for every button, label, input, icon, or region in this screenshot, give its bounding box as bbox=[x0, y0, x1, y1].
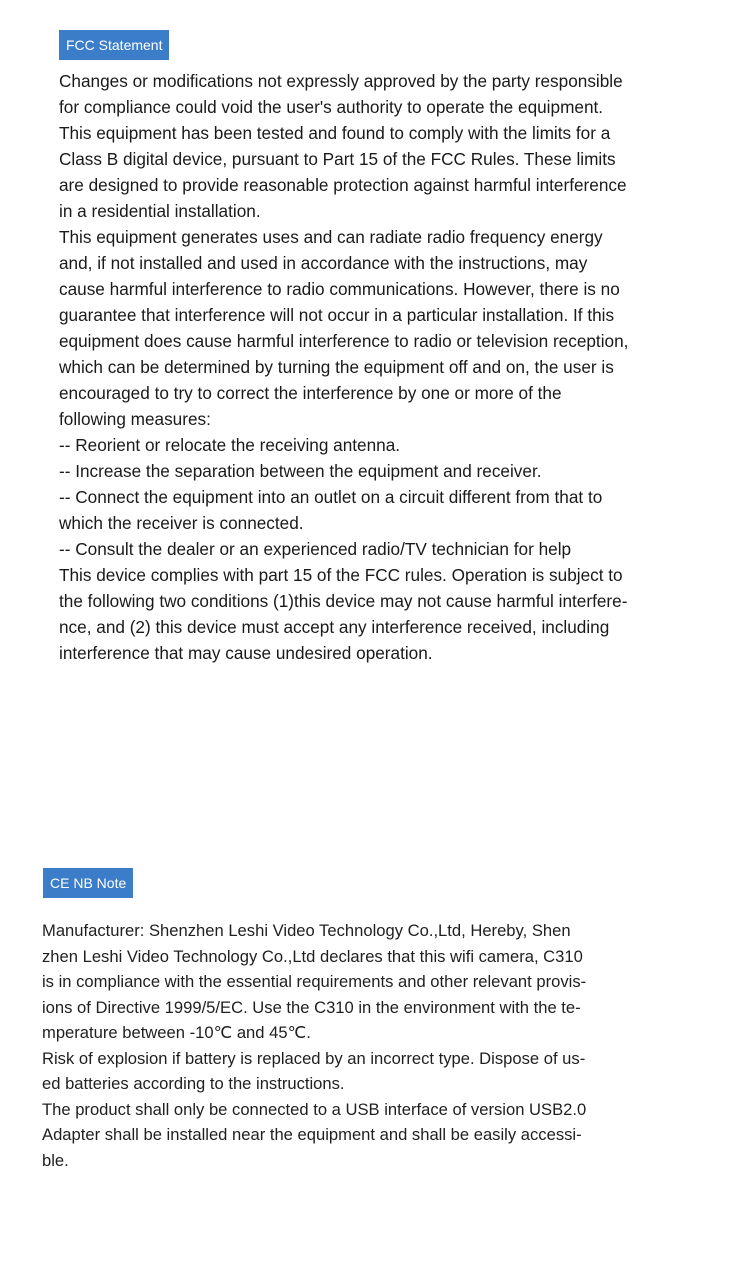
ce-nb-note-heading: CE NB Note bbox=[43, 868, 133, 898]
fcc-line: -- Reorient or relocate the receiving antenna. bbox=[59, 435, 401, 455]
ce-line: ions of Directive 1999/5/EC. Use the C310 in the environment with the te- bbox=[42, 997, 581, 1017]
fcc-statement-heading: FCC Statement bbox=[59, 30, 169, 60]
fcc-line: cause harmful interference to radio communications. However, there is no bbox=[59, 279, 620, 299]
fcc-line: This equipment has been tested and found to comply with the limits for a bbox=[59, 123, 611, 143]
ce-line: ed batteries according to the instructions. bbox=[42, 1074, 345, 1093]
fcc-line: -- Connect the equipment into an outlet on a circuit different from that to bbox=[59, 487, 603, 507]
fcc-line: Changes or modifications not expressly approved by the party responsible bbox=[59, 71, 623, 91]
ce-line: is in compliance with the essential requirements and other relevant provis- bbox=[42, 972, 587, 991]
fcc-line: which the receiver is connected. bbox=[59, 513, 304, 533]
fcc-line: in a residential installation. bbox=[59, 201, 261, 221]
fcc-line: This equipment generates uses and can radiate radio frequency energy bbox=[59, 227, 603, 247]
fcc-line: equipment does cause harmful interference to radio or television reception, bbox=[59, 331, 629, 351]
fcc-line: -- Consult the dealer or an experienced radio/TV technician for help bbox=[59, 539, 572, 559]
fcc-line: which can be determined by turning the equipment off and on, the user is bbox=[59, 357, 614, 377]
ce-line: zhen Leshi Video Technology Co.,Ltd declares that this wifi camera, C310 bbox=[42, 946, 583, 966]
fcc-line: following measures: bbox=[59, 409, 211, 429]
fcc-line: guarantee that interference will not occur in a particular installation. If this bbox=[59, 305, 615, 325]
fcc-statement-body bbox=[59, 68, 628, 666]
fcc-line: for compliance could void the user's authority to operate the equipment. bbox=[59, 97, 604, 117]
fcc-line: are designed to provide reasonable protection against harmful interference bbox=[59, 175, 627, 195]
fcc-line: encouraged to try to correct the interference by one or more of the bbox=[59, 383, 562, 403]
ce-line: The product shall only be connected to a USB interface of version USB2.0 bbox=[42, 1099, 587, 1119]
fcc-line: the following two conditions (1)this device may not cause harmful interfere- bbox=[59, 591, 628, 611]
ce-line: Manufacturer: Shenzhen Leshi Video Technology Co.,Ltd, Hereby, Shen bbox=[42, 921, 571, 940]
fcc-line: interference that may cause undesired operation. bbox=[59, 643, 433, 663]
ce-line: Adapter shall be installed near the equipment and shall be easily accessi- bbox=[42, 1125, 582, 1144]
fcc-line: nce, and (2) this device must accept any interference received, including bbox=[59, 617, 610, 637]
ce-nb-note-body bbox=[42, 918, 586, 1173]
ce-line: ble. bbox=[42, 1150, 69, 1170]
fcc-line: This device complies with part 15 of the FCC rules. Operation is subject to bbox=[59, 565, 623, 585]
fcc-line: and, if not installed and used in accordance with the instructions, may bbox=[59, 253, 588, 273]
fcc-line: -- Increase the separation between the equipment and receiver. bbox=[59, 461, 542, 481]
ce-line: mperature between -10℃ and 45℃. bbox=[42, 1023, 311, 1042]
fcc-line: Class B digital device, pursuant to Part 15 of the FCC Rules. These limits bbox=[59, 149, 616, 169]
ce-line: Risk of explosion if battery is replaced by an incorrect type. Dispose of us- bbox=[42, 1048, 586, 1068]
